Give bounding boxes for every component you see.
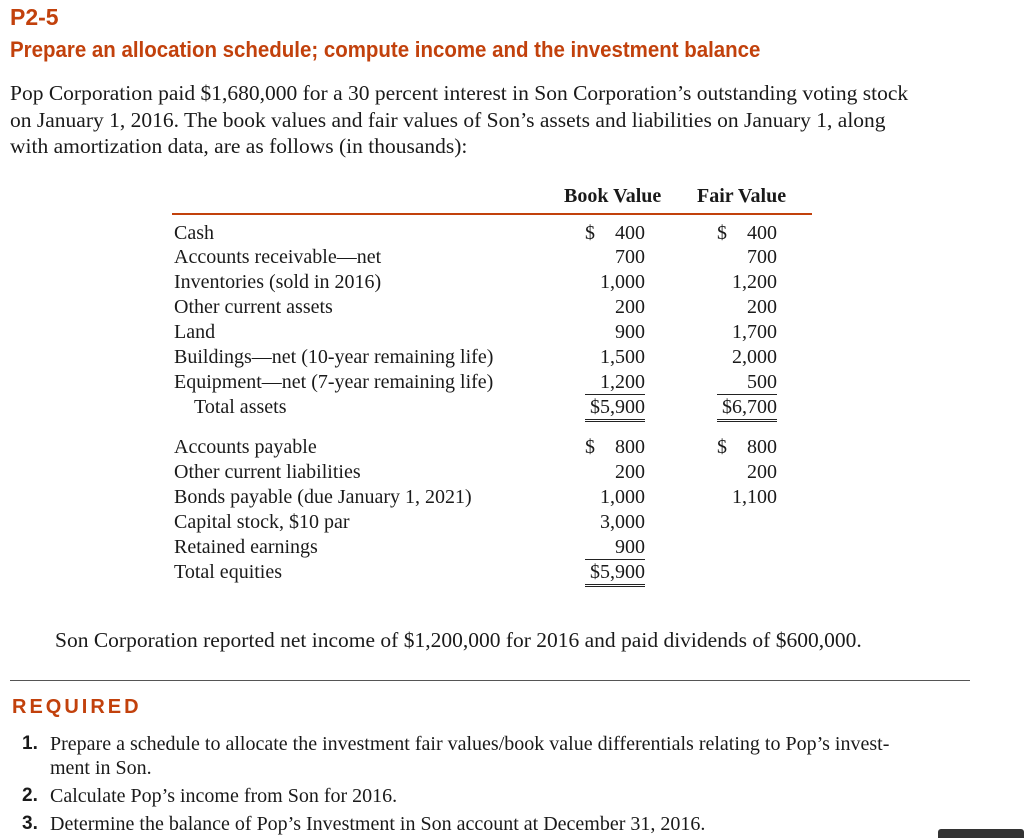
book-value-cell: 900 xyxy=(615,321,645,343)
fair-value-cell: 700 xyxy=(747,246,777,268)
row-label: Land xyxy=(174,321,216,343)
table-row-total-equities xyxy=(0,561,1024,585)
problem-number: P2-5 xyxy=(10,4,59,30)
fair-value-cell: $ 400 xyxy=(717,222,777,244)
row-label: Buildings—net (10-year remaining life) xyxy=(174,346,494,368)
table-row xyxy=(0,461,1024,485)
table-row xyxy=(0,222,1024,246)
table-row xyxy=(0,436,1024,460)
fair-value-cell: 200 xyxy=(747,461,777,483)
required-item-1 xyxy=(22,732,982,780)
intro-line: Pop Corporation paid $1,680,000 for a 30 percent interest in Son Corporation’s outstanding voting stock xyxy=(10,81,909,105)
table-row xyxy=(0,371,1024,395)
table-row xyxy=(0,271,1024,295)
book-value-cell: 200 xyxy=(615,461,645,483)
table-row xyxy=(0,346,1024,370)
fair-value-cell: 1,100 xyxy=(732,486,777,508)
book-value-cell: $ 800 xyxy=(585,436,645,458)
item-number: 3. xyxy=(22,813,38,834)
book-value-cell: $ 400 xyxy=(585,222,645,244)
book-value-cell: 1,000 xyxy=(600,271,645,293)
table-row xyxy=(0,321,1024,345)
dollar-sign: $ xyxy=(585,436,595,458)
row-label: Other current assets xyxy=(174,296,333,318)
fair-value-total: $6,700 xyxy=(717,396,777,422)
book-value-cell: 1,000 xyxy=(600,486,645,508)
item-text: Determine the balance of Pop’s Investment in Son account at December 31, 2016. xyxy=(50,813,706,835)
item-number: 2. xyxy=(22,785,38,806)
dollar-sign: $ xyxy=(717,222,727,244)
required-heading: REQUIRED xyxy=(12,696,142,718)
divider xyxy=(10,680,970,681)
table-row xyxy=(0,511,1024,535)
item-number: 1. xyxy=(22,733,38,754)
fair-value-cell: 200 xyxy=(747,296,777,318)
header-rule xyxy=(172,213,812,215)
row-label: Equipment—net (7-year remaining life) xyxy=(174,371,494,393)
table-row xyxy=(0,486,1024,510)
table-row xyxy=(0,296,1024,320)
book-value-total: $5,900 xyxy=(585,561,645,587)
fair-value-cell: $ 800 xyxy=(717,436,777,458)
book-value-cell: 700 xyxy=(615,246,645,268)
problem-title: Prepare an allocation schedule; compute income and the investment balance xyxy=(10,37,761,62)
row-label: Other current liabilities xyxy=(174,461,361,483)
intro-line: on January 1, 2016. The book values and fair values of Son’s assets and liabilities on January 1, along xyxy=(10,107,886,132)
item-text: Calculate Pop’s income from Son for 2016. xyxy=(50,785,398,807)
row-label: Total assets xyxy=(194,396,287,418)
intro-paragraph xyxy=(10,80,1010,160)
required-item-3 xyxy=(22,812,982,836)
book-value-total: $5,900 xyxy=(585,396,645,422)
fair-value-cell: 500 xyxy=(717,371,777,395)
book-value-cell: 900 xyxy=(585,536,645,560)
table-row xyxy=(0,246,1024,270)
page-corner-tab xyxy=(938,829,1024,838)
book-value-cell: 3,000 xyxy=(600,511,645,533)
fair-value-cell: 2,000 xyxy=(732,346,777,368)
son-income-statement: Son Corporation reported net income of $1,200,000 for 2016 and paid dividends of $600,000. xyxy=(55,628,862,652)
fair-value-cell: 1,200 xyxy=(732,271,777,293)
book-value-cell: 1,500 xyxy=(600,346,645,368)
item-text: Prepare a schedule to allocate the investment fair values/book value differentials relating to Pop’s invest- ment in Son. xyxy=(50,733,890,779)
table-row xyxy=(0,536,1024,560)
row-label: Capital stock, $10 par xyxy=(174,511,350,533)
required-item-2 xyxy=(22,784,982,808)
dollar-sign: $ xyxy=(585,222,595,244)
column-header-fair-value: Fair Value xyxy=(697,185,787,207)
row-label: Accounts receivable—net xyxy=(174,246,382,268)
book-value-cell: 1,200 xyxy=(585,371,645,395)
book-value-cell: 200 xyxy=(615,296,645,318)
fair-value-cell: 1,700 xyxy=(732,321,777,343)
table-row-total-assets xyxy=(0,396,1024,420)
row-label: Accounts payable xyxy=(174,436,317,458)
column-header-book-value: Book Value xyxy=(564,185,662,207)
row-label: Bonds payable (due January 1, 2021) xyxy=(174,486,472,508)
row-label: Total equities xyxy=(174,561,283,583)
row-label: Retained earnings xyxy=(174,536,318,558)
row-label: Cash xyxy=(174,222,214,244)
intro-line: with amortization data, are as follows (in thousands): xyxy=(10,134,468,158)
row-label: Inventories (sold in 2016) xyxy=(174,271,382,293)
dollar-sign: $ xyxy=(717,436,727,458)
